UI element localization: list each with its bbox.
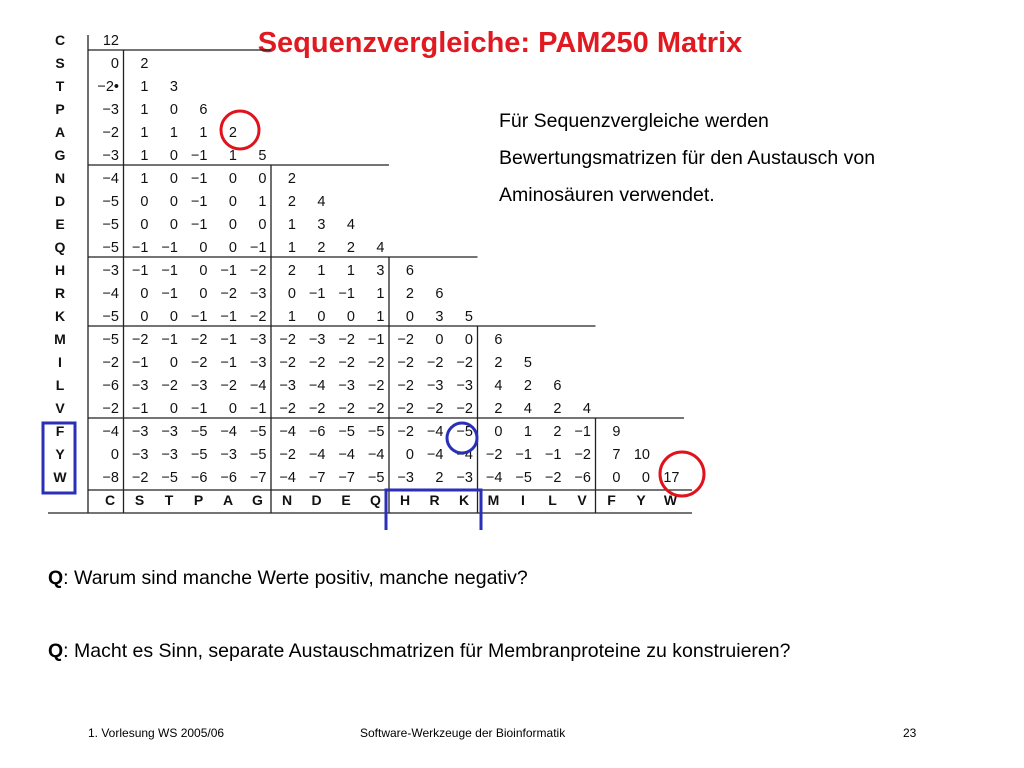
matrix-cell: −2 [338,401,355,417]
matrix-cell: −2 [367,401,385,417]
matrix-cell: −3 [426,378,444,394]
matrix-cell: −2 [574,447,591,463]
matrix-cell: −5 [190,447,208,463]
matrix-cell: −2 [279,332,296,348]
matrix-cell: 3 [376,263,385,279]
matrix-cell: −3 [249,286,267,302]
matrix-cell: −3 [131,424,149,440]
matrix-cell: 2 [435,470,444,486]
matrix-cell: −2 [279,447,296,463]
matrix-cell: 1 [287,217,296,233]
matrix-cell: 2 [553,424,562,440]
matrix-cell: −2 [338,355,355,371]
col-label-r: R [429,492,440,508]
row-label-t: T [55,78,65,94]
matrix-cell: 0 [140,286,149,302]
col-label-q: Q [370,492,381,508]
col-label-f: F [607,492,616,508]
matrix-cell: 9 [612,424,621,440]
matrix-cell: 0 [317,309,326,325]
matrix-cell: −1 [190,217,208,233]
matrix-cell: −4 [308,378,326,394]
matrix-cell: −2• [97,79,119,95]
row-label-k: K [54,308,66,324]
matrix-cell: 0 [228,194,237,210]
row-label-w: W [53,469,67,485]
matrix-cell: −3 [397,470,414,486]
matrix-cell: 2 [494,401,503,417]
matrix-cell: 5 [523,355,532,371]
matrix-cell: 12 [102,33,119,49]
matrix-cell: −5 [249,447,267,463]
matrix-cell: −4 [102,171,119,187]
matrix-cell: −5 [102,332,119,348]
matrix-cell: −2 [456,355,473,371]
matrix-cell: −5 [338,424,355,440]
matrix-cell: −1 [131,263,149,279]
matrix-cell: −2 [397,424,414,440]
matrix-cell: −5 [161,470,178,486]
matrix-cell: −5 [249,424,267,440]
matrix-cell: −2 [426,401,444,417]
matrix-cell: 5 [464,309,473,325]
matrix-cell: −2 [426,355,444,371]
matrix-cell: −2 [397,332,414,348]
matrix-cell: 0 [435,332,444,348]
row-label-n: N [54,170,66,186]
matrix-cell: 0 [169,102,178,118]
matrix-cell: −4 [485,470,503,486]
matrix-cell: 6 [494,332,503,348]
matrix-cell: −6 [190,470,208,486]
matrix-cell: −2 [367,355,385,371]
matrix-cell: −2 [279,355,296,371]
matrix-cell: −3 [102,102,119,118]
col-label-w: W [663,492,678,508]
matrix-cell: 0 [169,309,178,325]
matrix-cell: −2 [220,378,237,394]
matrix-cell: 0 [199,263,208,279]
matrix-cell: −1 [249,401,267,417]
matrix-cell: 2 [140,56,149,72]
matrix-cell: 2 [523,378,532,394]
matrix-cell: −3 [161,424,178,440]
matrix-cell: −3 [456,470,473,486]
matrix-cell: 0 [169,355,178,371]
matrix-cell: −3 [456,378,473,394]
matrix-cell: −2 [102,401,119,417]
matrix-cell: −2 [220,286,237,302]
matrix-cell: −5 [190,424,208,440]
row-label-s: S [55,55,65,71]
matrix-cell: −4 [456,447,473,463]
matrix-cell: −1 [220,332,237,348]
matrix-cell: −1 [190,171,208,187]
matrix-cell: −2 [397,355,414,371]
matrix-cell: 0 [140,217,149,233]
matrix-cell: 4 [523,401,532,417]
matrix-cell: 6 [199,102,208,118]
matrix-cell: −5 [102,309,119,325]
row-labels [53,32,67,485]
matrix-cell: 0 [110,56,119,72]
matrix-cell: −6 [574,470,591,486]
matrix-cell: 2 [287,263,296,279]
footer-course: 1. Vorlesung WS 2005/06 [88,726,225,740]
matrix-cell: 4 [346,217,355,233]
matrix-cell: −1 [161,263,178,279]
matrix-cell: 0 [258,171,267,187]
col-label-l: L [548,492,557,508]
row-label-r: R [54,285,66,301]
red-circle-aa [221,111,259,149]
matrix-cell: 0 [140,309,149,325]
col-label-s: S [134,492,145,508]
matrix-cell: −3 [161,447,178,463]
matrix-cell: −1 [190,148,208,164]
col-label-i: I [521,492,525,508]
matrix-cell: 0 [110,447,119,463]
matrix-cell: −4 [279,424,296,440]
matrix-cell: −2 [338,332,355,348]
matrix-cell: −1 [249,240,267,256]
matrix-cell: 0 [199,240,208,256]
row-label-e: E [55,216,65,232]
matrix-cell: 1 [376,309,385,325]
col-label-d: D [311,492,322,508]
matrix-cell: −4 [102,424,119,440]
matrix-cell: −3 [102,148,119,164]
matrix-cell: −2 [190,355,208,371]
matrix-cell: 0 [464,332,473,348]
matrix-cell: 0 [199,286,208,302]
matrix-cell: −3 [220,447,237,463]
col-label-a: A [222,492,234,508]
matrix-cell: 1 [287,240,296,256]
col-label-k: K [458,492,470,508]
row-label-q: Q [54,239,66,255]
matrix-cell: 1 [199,125,208,141]
col-label-m: M [487,492,500,508]
matrix-cell: 2 [346,240,355,256]
matrix-cell: −1 [338,286,355,302]
matrix-cell: −4 [367,447,385,463]
matrix-cell: −5 [102,240,119,256]
row-label-i: I [58,354,62,370]
matrix-cell: 1 [317,263,326,279]
matrix-cell: −5 [367,424,385,440]
matrix-cell: −3 [190,378,208,394]
matrix-cell: 1 [169,125,178,141]
matrix-cell: −1 [190,309,208,325]
matrix-cell: −5 [102,217,119,233]
matrix-cell: −6 [308,424,326,440]
matrix-cell: −7 [338,470,355,486]
col-label-e: E [341,492,351,508]
matrix-cell: −7 [308,470,326,486]
matrix-cell: −2 [249,263,267,279]
row-label-v: V [55,400,65,416]
matrix-cell: −1 [515,447,532,463]
matrix-cell: −3 [338,378,355,394]
question-2-text: : Macht es Sinn, separate Austauschmatrizen für Membranproteine zu konstruieren? [63,640,791,662]
matrix-cell: −4 [249,378,267,394]
slide-title: Sequenzvergleiche: PAM250 Matrix [257,27,743,59]
question-1-label: Q [48,567,64,589]
matrix-cell: 1 [140,79,149,95]
matrix-cell: 6 [435,286,444,302]
matrix-cell: 6 [405,263,414,279]
matrix-cell: 1 [140,102,149,118]
matrix-cell: 1 [523,424,532,440]
row-label-c: C [54,32,66,48]
footer-title: Software-Werkzeuge der Bioinformatik [360,726,566,740]
matrix-cell: −2 [161,378,178,394]
matrix-cell: −2 [131,332,149,348]
col-label-y: Y [636,492,646,508]
matrix-cell: 5 [258,148,267,164]
col-label-c: C [104,492,116,508]
matrix-cell: 1 [287,309,296,325]
matrix-cell: 1 [258,194,267,210]
matrix-cell: 0 [228,401,237,417]
matrix-cell: −3 [131,378,149,394]
col-label-h: H [399,492,411,508]
matrix-cell: 1 [140,125,149,141]
matrix-cell: −1 [190,401,208,417]
question-1-text: : Warum sind manche Werte positiv, manche negativ? [63,567,528,589]
matrix-cell: −1 [161,332,178,348]
matrix-cell: 2 [553,401,562,417]
row-label-h: H [54,262,66,278]
col-label-g: G [252,492,263,508]
matrix-cell: 1 [140,171,149,187]
matrix-cell: −3 [249,332,267,348]
row-label-l: L [55,377,65,393]
col-label-v: V [577,492,587,508]
matrix-cell: −4 [102,286,119,302]
col-label-n: N [281,492,293,508]
matrix-cell: −4 [426,447,444,463]
matrix-cell: 10 [633,447,650,463]
footer-page-number: 23 [903,726,917,740]
matrix-cell: −3 [249,355,267,371]
matrix-cell: −1 [544,447,562,463]
matrix-cell: −6 [102,378,119,394]
matrix-cell: 0 [258,217,267,233]
row-label-f: F [55,423,65,439]
matrix-cell: −5 [456,424,473,440]
matrix-cell: 0 [346,309,355,325]
matrix-cell: −8 [102,470,119,486]
question-1 [48,562,948,595]
question-2 [48,635,948,668]
matrix-cell: −2 [190,332,208,348]
matrix-cell: −1 [220,355,237,371]
matrix-cell: −1 [574,424,591,440]
matrix-cell: 0 [169,148,178,164]
matrix-cell: −2 [456,401,473,417]
matrix-cell: −1 [161,240,178,256]
matrix-cell: 1 [376,286,385,302]
matrix-cell: −4 [426,424,444,440]
matrix-cell: −1 [131,355,149,371]
matrix-cell: −1 [220,263,237,279]
matrix-cell: 0 [494,424,503,440]
matrix-cell: −4 [338,447,355,463]
matrix-cell: 0 [405,309,414,325]
matrix-cell: 4 [582,401,591,417]
matrix-cell: 3 [169,79,178,95]
pam250-matrix [0,0,720,530]
row-label-y: Y [55,446,65,462]
column-labels [105,492,678,508]
matrix-cell: 17 [663,470,680,486]
matrix-cell: 2 [494,355,503,371]
matrix-cell: −4 [279,470,296,486]
question-2-label: Q [48,640,64,662]
matrix-cell: 4 [317,194,326,210]
matrix-cell: 0 [169,217,178,233]
matrix-cell: 4 [376,240,385,256]
description-text: Für Sequenzvergleiche werden Bewertungsmatrizen für den Austausch von Aminosäuren verwendet. [499,110,876,206]
matrix-cell: −1 [367,332,385,348]
matrix-cell: −4 [220,424,237,440]
matrix-cell: 0 [405,447,414,463]
matrix-cell: 2 [287,194,296,210]
matrix-cell: 1 [346,263,355,279]
matrix-cell: −1 [131,401,149,417]
matrix-cell: 0 [228,217,237,233]
matrix-cell: −2 [102,355,119,371]
col-label-t: T [164,492,174,508]
row-label-d: D [54,193,66,209]
matrix-cell: −1 [161,286,178,302]
row-label-p: P [55,101,65,117]
matrix-cell: −2 [308,401,326,417]
matrix-cell: −1 [190,194,208,210]
matrix-cell: 2 [228,125,237,141]
matrix-cell: −7 [249,470,267,486]
matrix-cell: −2 [249,309,267,325]
matrix-cell: 2 [317,240,326,256]
matrix-cell: 3 [317,217,326,233]
matrix-cell: −6 [220,470,237,486]
matrix-cell: −2 [397,378,414,394]
matrix-cell: 7 [612,447,621,463]
matrix-cell: −1 [308,286,326,302]
matrix-cell: 0 [228,240,237,256]
matrix-cell: 0 [228,171,237,187]
matrix-cell: −2 [367,378,385,394]
matrix-cell: 0 [641,470,650,486]
col-label-p: P [193,492,204,508]
matrix-cell: −5 [515,470,532,486]
matrix-cell: −4 [308,447,326,463]
matrix-cell: 2 [405,286,414,302]
matrix-cell: −2 [544,470,562,486]
matrix-cell: 0 [169,401,178,417]
row-label-a: A [54,124,66,140]
matrix-cell: 0 [612,470,621,486]
matrix-cell: −2 [131,470,149,486]
matrix-cell: −3 [102,263,119,279]
matrix-cell: 6 [553,378,562,394]
matrix-cell: −2 [102,125,119,141]
matrix-cell: 4 [494,378,503,394]
matrix-cell: 0 [169,171,178,187]
matrix-cell: −2 [397,401,414,417]
matrix-cell: −2 [308,355,326,371]
matrix-cell: −1 [220,309,237,325]
matrix-cell: −5 [367,470,385,486]
matrix-cell: 1 [228,148,237,164]
matrix-cell: 0 [287,286,296,302]
row-label-g: G [54,147,66,163]
matrix-cell: −5 [102,194,119,210]
matrix-cell: −2 [485,447,503,463]
matrix-cell: −3 [279,378,296,394]
row-label-m: M [54,331,66,347]
matrix-cell: 1 [140,148,149,164]
matrix-cell: 0 [169,194,178,210]
matrix-cell: 0 [140,194,149,210]
matrix-cell: −3 [131,447,149,463]
matrix-cell: 2 [287,171,296,187]
matrix-cell: −1 [131,240,149,256]
matrix-cell: −2 [279,401,296,417]
matrix-cell: 3 [435,309,444,325]
matrix-cell: −3 [308,332,326,348]
